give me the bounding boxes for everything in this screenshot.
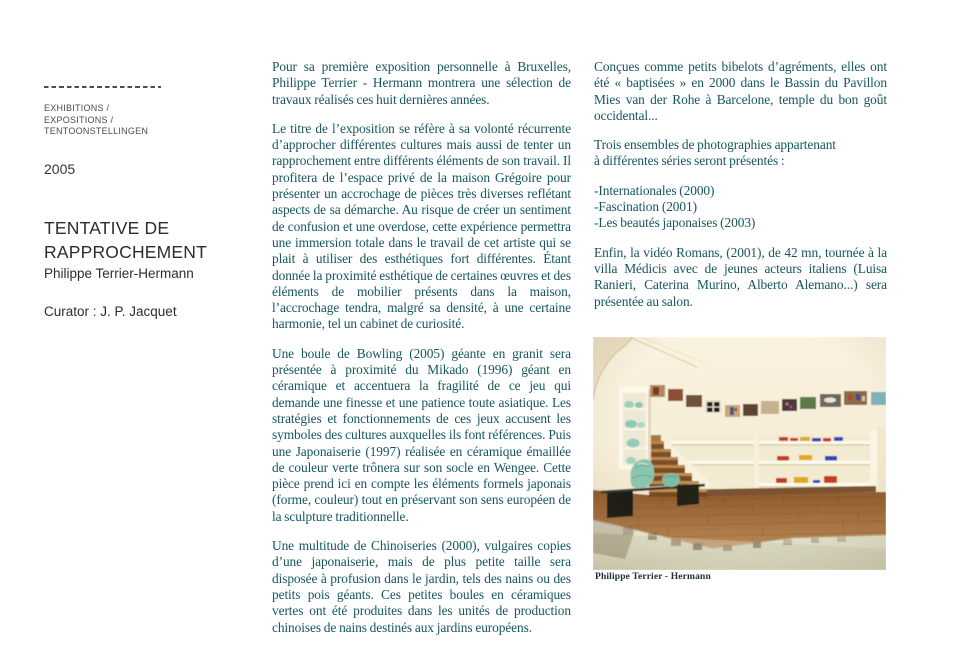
page-title-line2: RAPPROCHEMENT (44, 241, 208, 262)
photo-caption: Philippe Terrier - Hermann (595, 572, 711, 582)
body-column-middle (272, 59, 571, 649)
section-label (44, 103, 148, 138)
exhibition-photo (593, 337, 886, 570)
curator-line: Curator : J. P. Jacquet (44, 304, 177, 319)
series-intro (594, 137, 887, 170)
section-label-line: EXHIBITIONS / (44, 103, 110, 113)
divider-dashes (44, 86, 161, 88)
paragraph: Enfin, la vidéo Romans, (2001), de 42 mn, tournée à la villa Médicis avec de jeunes acteurs italiens (Luisa Ranieri, Caterina Murino, Alberto Alemano...) sera présentée au salon. (594, 244, 887, 309)
section-label-line: EXPOSITIONS / (44, 114, 114, 125)
paragraph: Une multitude de Chinoiseries (2000), vulgaires copies d’une japonaiserie, mais de plus petite taille sera disposée à profusion dans le jardin, tels des nains ou des petits pois géants. Ces petites boules en céramiques vertes ont été produites dans les unités de production chinoises de nains destinés aux jardins européens. (272, 538, 571, 635)
series-list (594, 183, 887, 232)
paragraph: Le titre de l’exposition se réfère à sa volonté récurrente d’approcher différentes cultures mais aussi de tenter un rapprochement entre différents éléments de son travail. Il profitera de l’espace privé de la maison Grégoire pour présenter un accrochage de pièces très diverses reflétant aspects de sa démarche. Au risque de créer un sentiment de confusion et une overdose, cette expérience permettra une immersion totale dans le travail de cet artiste qui se plait à utiliser des esthétiques fort différentes. Étant donnée la proximité esthétique de certaines œuvres et des éléments de mobilier présents dans la maison, l’accrochage tendra, malgré sa densité, à une certaine harmonie, tel un cabinet de curiosité. (272, 120, 571, 332)
artist-name: Philippe Terrier-Hermann (44, 266, 194, 281)
series-intro-line1: Trois ensembles de photographies appartenant (594, 137, 836, 153)
paragraph: Une boule de Bowling (2005) géante en granit sera présentée à proximité du Mikado (1996) géant en céramique et accentuera la fragilité de ce jeu qui demande une finesse et une patience toute asiatique. Les stratégies et fonctionnements de ces jeux accusent les symboles des cultures auxquelles ils font références. Puis une Japonaiserie (1997) réalisée en céramique émaillée de couleur verte trônera sur son socle en Wengee. Cette pièce prend ici en compte les éléments formels japonais (forme, couleur) tout en préservant son sens européen de la sculpture traditionnelle. (272, 345, 571, 524)
section-label-line: TENTOONSTELLINGEN (44, 126, 149, 136)
series-item: -Fascination (2001) (594, 199, 697, 215)
year-label: 2005 (44, 161, 76, 177)
paragraph: Conçues comme petits bibelots d’agréments, elles ont été « baptisées » en 2000 dans le Bassin du Pavillon Mies van der Rohe à Barcelone, temple du bon goût occidental... (594, 59, 887, 123)
page-title (44, 217, 207, 264)
series-item: -Les beautés japonaises (2003) (594, 215, 756, 231)
series-intro-line2: à différentes séries seront présentés : (594, 153, 785, 169)
paragraph: Pour sa première exposition personnelle à Bruxelles, Philippe Terrier - Hermann montrera une sélection de travaux réalisés ces huit dernières années. (272, 59, 571, 107)
series-item: -Internationales (2000) (594, 182, 715, 198)
body-column-right (594, 59, 887, 323)
page-title-line1: TENTATIVE DE (44, 218, 170, 238)
